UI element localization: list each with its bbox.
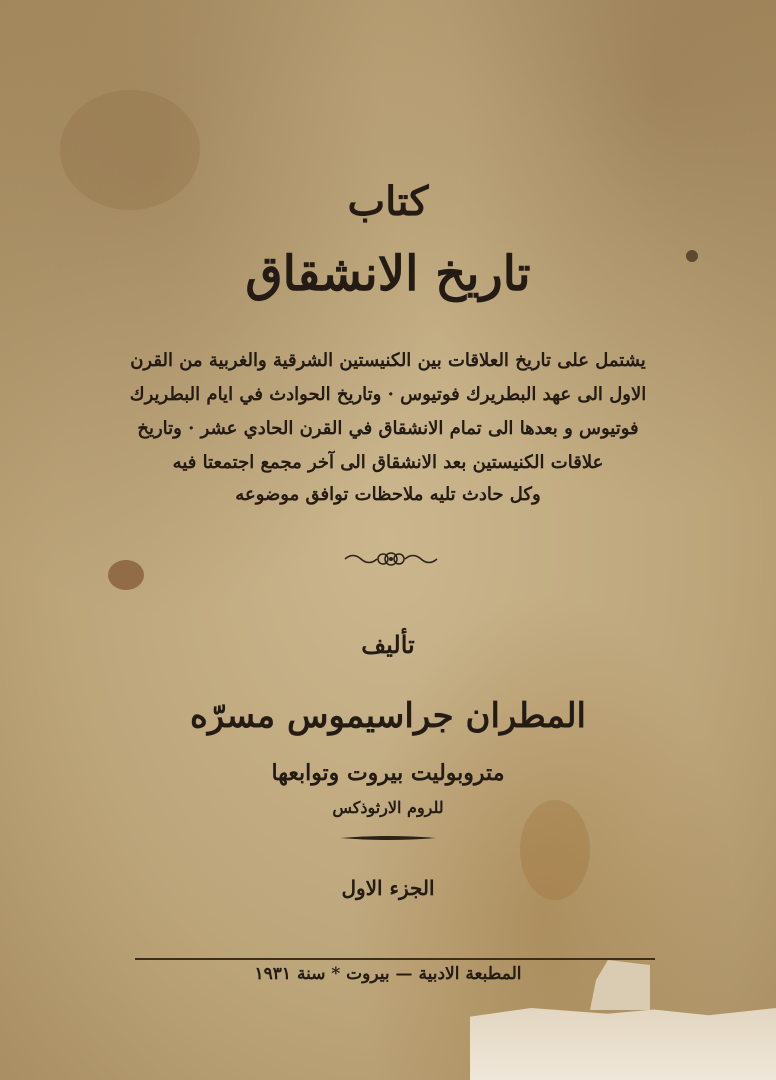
description-line: يشتمل على تاريخ العلاقات بين الكنيستين الشرقية والغربية من القرن [130,350,646,371]
description-line: وكل حادث تليه ملاحظات توافق موضوعه [235,484,541,505]
description-line: فوتيوس و بعدها الى تمام الانشقاق في القرن الحادي عشر · وتاريخ [137,418,639,439]
decorative-ornament [343,548,439,570]
short-divider [340,834,436,842]
author-see: متروبوليت بيروت وتوابعها [271,760,505,786]
torn-paper-corner [470,1008,776,1080]
press-imprint: المطبعة الادبية — بيروت * سنة ١٩٣١ [254,964,522,984]
description-line: الاول الى عهد البطريرك فوتيوس · وتاريخ الحوادث في ايام البطريرك [129,384,647,405]
description-line: علاقات الكنيستين بعد الانشقاق الى آخر مجمع اجتمعتا فيه [172,452,604,473]
stain-spot [108,560,144,590]
book-title: تاريخ الانشقاق [245,246,531,302]
volume-label: الجزء الاول [341,876,435,900]
kitab-heading: كتاب [347,178,429,225]
author-name: المطران جراسيموس مسرّه [189,696,586,736]
authored-by-label: تأليف [361,630,415,659]
footer-divider [135,958,655,960]
author-church: للروم الارثوذكس [332,798,444,817]
